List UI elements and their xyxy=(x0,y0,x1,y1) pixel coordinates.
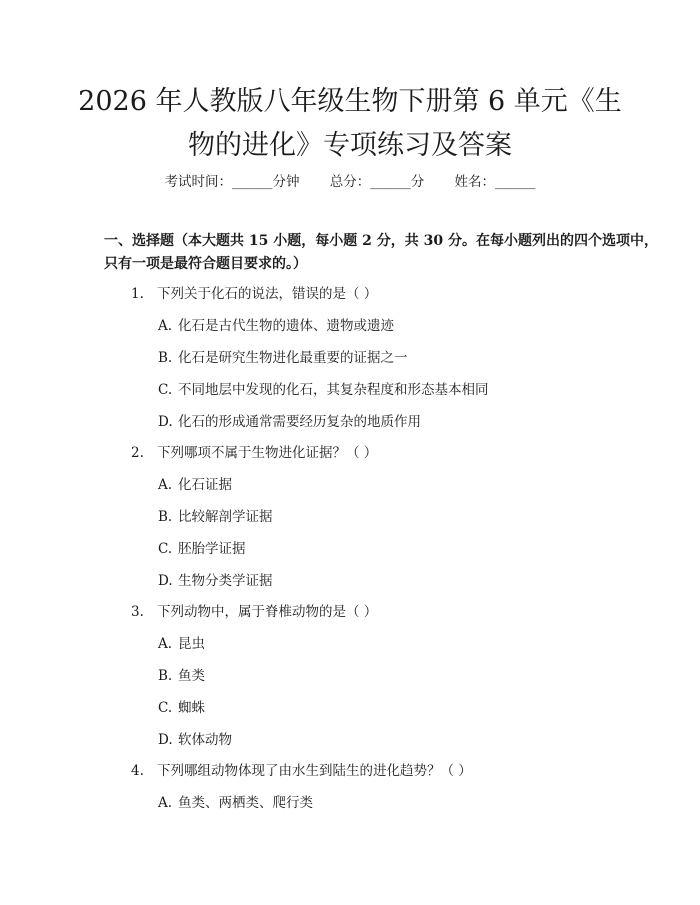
option-1c: C. 不同地层中发现的化石，其复杂程度和形态基本相同 xyxy=(158,382,489,398)
option-3a: A. 昆虫 xyxy=(158,636,205,652)
option-1b: B. 化石是研究生物进化最重要的证据之一 xyxy=(158,350,408,366)
question-number: 2. xyxy=(131,445,144,461)
exam-time-field: 考试时间：______分钟 xyxy=(164,174,300,190)
option-1a: A. 化石是古代生物的遗体、遗物或遗迹 xyxy=(158,318,394,334)
option-3d: D. 软体动物 xyxy=(158,732,232,748)
question-1 xyxy=(131,282,377,302)
question-4 xyxy=(131,759,472,779)
question-text: 下列哪项不属于生物进化证据？（ ） xyxy=(157,445,378,461)
option-4a: A. 鱼类、两栖类、爬行类 xyxy=(158,795,313,811)
question-text: 下列关于化石的说法，错误的是（ ） xyxy=(157,286,378,302)
option-2b: B. 比较解剖学证据 xyxy=(158,509,273,525)
name-field: 姓名：______ xyxy=(454,174,536,190)
question-number: 4. xyxy=(131,763,144,779)
option-3b: B. 鱼类 xyxy=(158,668,205,684)
question-2 xyxy=(131,441,377,461)
title-line-2: 物的进化》专项练习及答案 xyxy=(188,130,512,161)
option-1d: D. 化石的形成通常需要经历复杂的地质作用 xyxy=(158,414,421,430)
option-2a: A. 化石证据 xyxy=(158,477,232,493)
total-score-field: 总分：______分 xyxy=(329,174,425,190)
question-3 xyxy=(131,600,377,620)
option-3c: C. 蜘蛛 xyxy=(158,700,205,716)
option-2c: C. 胚胎学证据 xyxy=(158,541,246,557)
section-heading: 一、选择题（本大题共 15 小题，每小题 2 分，共 30 分。在每小题列出的四个选项中，只有一项是最符合题目要求的。） xyxy=(104,233,658,272)
title-line-1: 2026 年人教版八年级生物下册第 6 单元《生 xyxy=(78,86,622,117)
question-text: 下列动物中，属于脊椎动物的是（ ） xyxy=(157,604,378,620)
question-number: 3. xyxy=(131,604,144,620)
option-2d: D. 生物分类学证据 xyxy=(158,573,273,589)
question-number: 1. xyxy=(131,286,144,302)
question-text: 下列哪组动物体现了由水生到陆生的进化趋势？（ ） xyxy=(157,763,472,779)
